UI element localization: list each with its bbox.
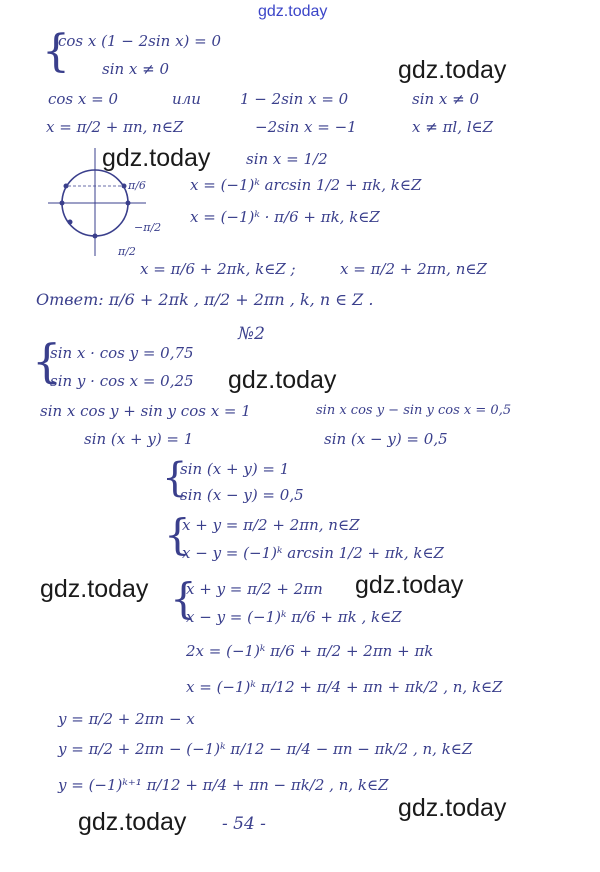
watermark: gdz.today — [398, 794, 507, 822]
watermark: gdz.today — [40, 575, 149, 603]
system-line: x − y = (−1)ᵏ π/6 + πk , k∈Z — [186, 608, 402, 626]
watermark: gdz.today — [102, 144, 211, 172]
general-solution: x = (−1)ᵏ · π/6 + πk, k∈Z — [190, 208, 380, 226]
final-solution: x = π/6 + 2πk, k∈Z ; — [140, 260, 296, 278]
circle-label: −π/2 — [134, 221, 162, 234]
system-brace: { — [162, 455, 188, 501]
or-word: или — [172, 90, 201, 108]
system-line: x + y = π/2 + 2πn, n∈Z — [182, 516, 360, 534]
problem-number: №2 — [238, 324, 265, 344]
system-brace: { — [164, 510, 191, 559]
sum-line: sin x cos y + sin y cos x = 1 — [40, 402, 251, 420]
watermark: gdz.today — [228, 366, 337, 394]
page-number: - 54 - — [222, 814, 266, 834]
case-line: 1 − 2sin x = 0 — [240, 90, 349, 108]
exclusion-line: x ≠ πl, l∈Z — [412, 118, 494, 136]
diff-line: sin x cos y − sin y cos x = 0,5 — [316, 403, 512, 418]
system-brace: { — [42, 26, 70, 77]
case-line: cos x = 0 — [48, 90, 119, 108]
sin-sum: sin (x + y) = 1 — [84, 430, 194, 448]
solution-line: sin x = 1/2 — [246, 150, 328, 168]
watermark: gdz.today — [398, 56, 507, 84]
solution-line: −2sin x = −1 — [255, 118, 357, 136]
watermark: gdz.today — [78, 808, 187, 836]
final-solution: x = π/2 + 2πn, n∈Z — [340, 260, 487, 278]
watermark-top: gdz.today — [258, 3, 328, 20]
system-line: sin y · cos x = 0,25 — [50, 372, 194, 390]
answer-line: Ответ: π/6 + 2πk , π/2 + 2πn , k, n ∈ Z . — [36, 290, 374, 309]
system-line: cos x (1 − 2sin x) = 0 — [58, 32, 222, 50]
system-line: x + y = π/2 + 2πn — [186, 580, 323, 598]
system-line: sin x ≠ 0 — [102, 60, 170, 78]
condition-line: sin x ≠ 0 — [412, 90, 480, 108]
watermark: gdz.today — [355, 571, 464, 599]
circle-label: π/2 — [118, 245, 136, 258]
unit-circle-diagram — [48, 148, 148, 258]
general-solution: x = (−1)ᵏ arcsin 1/2 + πk, k∈Z — [190, 176, 422, 194]
y-line: y = π/2 + 2πn − (−1)ᵏ π/12 − π/4 − πn − πk/2 , n, k∈Z — [58, 740, 473, 758]
two-x-line: 2x = (−1)ᵏ π/6 + π/2 + 2πn + πk — [186, 642, 434, 660]
sin-diff: sin (x − y) = 0,5 — [324, 430, 448, 448]
y-line: y = π/2 + 2πn − x — [58, 710, 195, 728]
system-line: x − y = (−1)ᵏ arcsin 1/2 + πk, k∈Z — [182, 544, 444, 562]
y-solution: y = (−1)ᵏ⁺¹ π/12 + π/4 + πn − πk/2 , n, k∈Z — [58, 776, 389, 794]
circle-label: π/6 — [128, 179, 146, 192]
x-solution: x = (−1)ᵏ π/12 + π/4 + πn + πk/2 , n, k∈Z — [186, 678, 503, 696]
system-brace: { — [170, 574, 197, 623]
system-line: sin x · cos y = 0,75 — [50, 344, 194, 362]
solution-line: x = π/2 + πn, n∈Z — [46, 118, 184, 136]
system-line: sin (x + y) = 1 — [180, 460, 290, 478]
system-line: sin (x − y) = 0,5 — [180, 486, 304, 504]
system-brace: { — [32, 334, 62, 388]
